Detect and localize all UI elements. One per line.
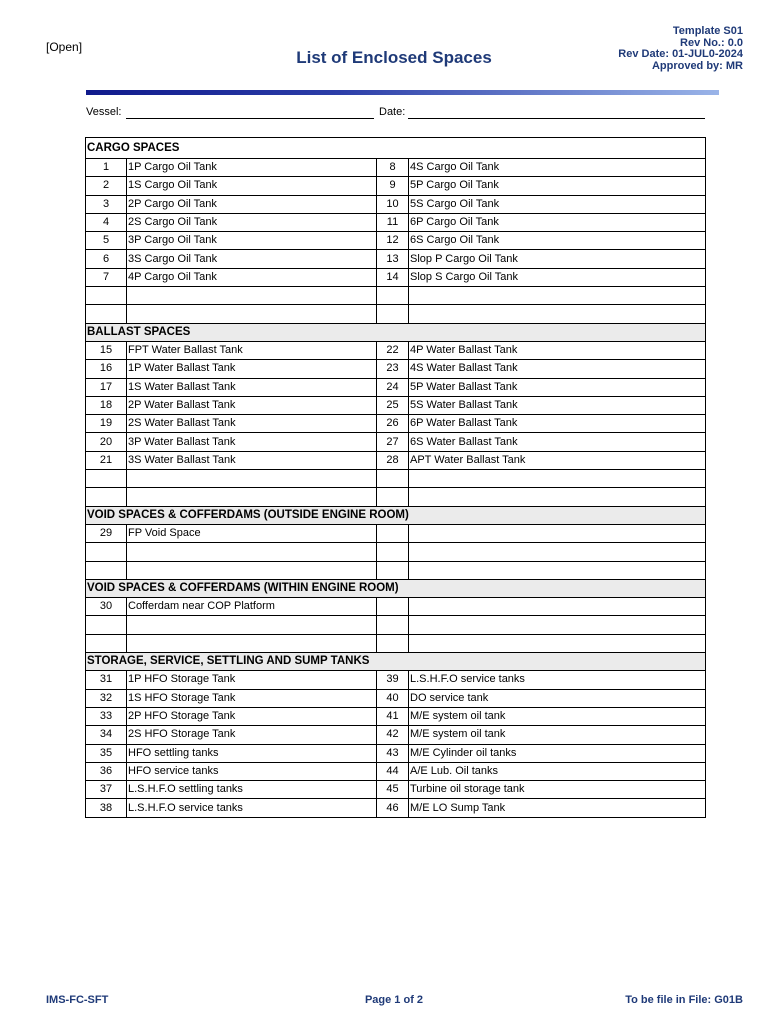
section-title: VOID SPACES & COFFERDAMS (WITHIN ENGINE ROOM) [86,579,706,597]
space-name: HFO service tanks [127,762,377,780]
item-number: 26 [377,415,409,433]
table-row [86,250,706,268]
item-number: 8 [377,159,409,177]
item-number [377,543,409,561]
space-name: 1P Cargo Oil Tank [127,159,377,177]
table-row [86,598,706,616]
footer-page-number: Page 1 of 2 [364,994,424,1006]
space-name: M/E LO Sump Tank [409,799,706,817]
date-label: Date: [379,106,406,118]
item-number: 12 [377,232,409,250]
open-classification-tag: [Open] [46,40,83,54]
item-number: 42 [377,726,409,744]
space-name [127,634,377,652]
space-name: 3P Water Ballast Tank [127,433,377,451]
item-number [86,488,127,506]
space-name [127,470,377,488]
section-title: VOID SPACES & COFFERDAMS (OUTSIDE ENGINE ROOM) [86,506,706,524]
table-row [86,177,706,195]
space-name [409,287,706,305]
item-number: 22 [377,341,409,359]
table-row [86,707,706,725]
vessel-field[interactable] [126,118,374,119]
space-name: 1P HFO Storage Tank [127,671,377,689]
table-row [86,287,706,305]
item-number: 1 [86,159,127,177]
space-name: L.S.H.F.O service tanks [409,671,706,689]
space-name: 1S Cargo Oil Tank [127,177,377,195]
space-name: 5S Water Ballast Tank [409,396,706,414]
space-name: 6P Water Ballast Tank [409,415,706,433]
revision-date: Rev Date: 01-JUL0-2024 [618,48,743,60]
item-number: 11 [377,213,409,231]
space-name: 6S Water Ballast Tank [409,433,706,451]
space-name: 4S Water Ballast Tank [409,360,706,378]
table-row [86,451,706,469]
item-number [377,470,409,488]
section-header-row [86,138,706,159]
item-number: 23 [377,360,409,378]
table-row [86,762,706,780]
item-number [377,561,409,579]
item-number: 28 [377,451,409,469]
space-name [409,561,706,579]
footer-form-code: IMS-FC-SFT [46,994,109,1006]
space-name [127,561,377,579]
space-name: 6P Cargo Oil Tank [409,213,706,231]
item-number: 2 [86,177,127,195]
space-name [409,488,706,506]
vessel-label: Vessel: [86,106,122,118]
item-number [377,598,409,616]
item-number [377,524,409,542]
space-name: 2S HFO Storage Tank [127,726,377,744]
revision-number: Rev No.: 0.0 [680,36,743,49]
section-title: BALLAST SPACES [86,323,706,341]
table-row [86,159,706,177]
item-number: 25 [377,396,409,414]
space-name: 2P HFO Storage Tank [127,707,377,725]
item-number [86,287,127,305]
item-number: 24 [377,378,409,396]
item-number: 18 [86,396,127,414]
item-number: 32 [86,689,127,707]
table-row [86,396,706,414]
item-number: 21 [86,451,127,469]
item-number [86,543,127,561]
space-name: 2P Water Ballast Tank [127,396,377,414]
item-number [86,305,127,323]
item-number: 34 [86,726,127,744]
item-number: 15 [86,341,127,359]
table-row [86,524,706,542]
section-header-row [86,579,706,597]
space-name: 3P Cargo Oil Tank [127,232,377,250]
space-name: APT Water Ballast Tank [409,451,706,469]
table-row [86,634,706,652]
item-number: 16 [86,360,127,378]
item-number [86,616,127,634]
space-name [127,543,377,561]
table-row [86,360,706,378]
space-name: 4S Cargo Oil Tank [409,159,706,177]
space-name: 2S Water Ballast Tank [127,415,377,433]
item-number: 20 [86,433,127,451]
item-number: 38 [86,799,127,817]
table-row [86,378,706,396]
item-number: 7 [86,268,127,286]
item-number: 40 [377,689,409,707]
item-number: 36 [86,762,127,780]
item-number: 5 [86,232,127,250]
space-name: 2P Cargo Oil Tank [127,195,377,213]
space-name: FPT Water Ballast Tank [127,341,377,359]
space-name: 5S Cargo Oil Tank [409,195,706,213]
table-row [86,726,706,744]
space-name: 4P Water Ballast Tank [409,341,706,359]
table-row [86,671,706,689]
space-name: 1S HFO Storage Tank [127,689,377,707]
item-number [377,305,409,323]
space-name: 1S Water Ballast Tank [127,378,377,396]
table-row [86,415,706,433]
space-name [127,616,377,634]
item-number: 13 [377,250,409,268]
item-number [86,561,127,579]
space-name: 1P Water Ballast Tank [127,360,377,378]
space-name: M/E system oil tank [409,726,706,744]
space-name [409,305,706,323]
section-title: CARGO SPACES [86,138,706,159]
item-number: 44 [377,762,409,780]
item-number: 30 [86,598,127,616]
space-name: L.S.H.F.O service tanks [127,799,377,817]
item-number [86,470,127,488]
table-row [86,341,706,359]
item-number [377,634,409,652]
table-row [86,616,706,634]
item-number: 3 [86,195,127,213]
item-number: 9 [377,177,409,195]
space-name [409,470,706,488]
space-name: 4P Cargo Oil Tank [127,268,377,286]
space-name: Cofferdam near COP Platform [127,598,377,616]
space-name [409,524,706,542]
section-header-row [86,506,706,524]
item-number: 46 [377,799,409,817]
table-row [86,543,706,561]
table-row [86,470,706,488]
item-number: 10 [377,195,409,213]
space-name: HFO settling tanks [127,744,377,762]
table-row [86,305,706,323]
space-name [127,287,377,305]
item-number [377,616,409,634]
space-name [409,598,706,616]
table-row [86,561,706,579]
section-title: STORAGE, SERVICE, SETTLING AND SUMP TANKS [86,653,706,671]
space-name: 2S Cargo Oil Tank [127,213,377,231]
page-title: List of Enclosed Spaces [296,48,492,67]
item-number: 31 [86,671,127,689]
space-name: M/E system oil tank [409,707,706,725]
space-name: 6S Cargo Oil Tank [409,232,706,250]
item-number: 39 [377,671,409,689]
item-number: 43 [377,744,409,762]
item-number: 4 [86,213,127,231]
table-row [86,268,706,286]
item-number: 27 [377,433,409,451]
item-number: 37 [86,781,127,799]
item-number: 33 [86,707,127,725]
space-name [127,488,377,506]
space-name: Turbine oil storage tank [409,781,706,799]
table-row [86,213,706,231]
space-name: Slop P Cargo Oil Tank [409,250,706,268]
space-name: 3S Cargo Oil Tank [127,250,377,268]
item-number [86,634,127,652]
table-row [86,488,706,506]
table-row [86,689,706,707]
date-field[interactable] [408,118,705,119]
space-name [409,634,706,652]
header-divider-bar [86,90,719,95]
item-number: 6 [86,250,127,268]
space-name [127,305,377,323]
table-row [86,195,706,213]
space-name: 5P Cargo Oil Tank [409,177,706,195]
space-name [409,543,706,561]
item-number [377,287,409,305]
space-name: DO service tank [409,689,706,707]
item-number: 35 [86,744,127,762]
space-name: 5P Water Ballast Tank [409,378,706,396]
space-name: 3S Water Ballast Tank [127,451,377,469]
table-row [86,232,706,250]
item-number [377,488,409,506]
space-name: M/E Cylinder oil tanks [409,744,706,762]
enclosed-spaces-table [85,137,706,818]
approved-by: Approved by: MR [651,59,743,72]
space-name: Slop S Cargo Oil Tank [409,268,706,286]
table-row [86,433,706,451]
item-number: 29 [86,524,127,542]
table-row [86,799,706,817]
table-row [86,781,706,799]
space-name [409,616,706,634]
section-header-row [86,653,706,671]
item-number: 41 [377,707,409,725]
item-number: 45 [377,781,409,799]
template-id: Template S01 [672,25,743,37]
space-name: L.S.H.F.O settling tanks [127,781,377,799]
space-name: FP Void Space [127,524,377,542]
template-meta-block [618,26,743,72]
item-number: 19 [86,415,127,433]
item-number: 17 [86,378,127,396]
footer-file-reference: To be file in File: G01B [625,994,743,1006]
section-header-row [86,323,706,341]
table-row [86,744,706,762]
item-number: 14 [377,268,409,286]
space-name: A/E Lub. Oil tanks [409,762,706,780]
